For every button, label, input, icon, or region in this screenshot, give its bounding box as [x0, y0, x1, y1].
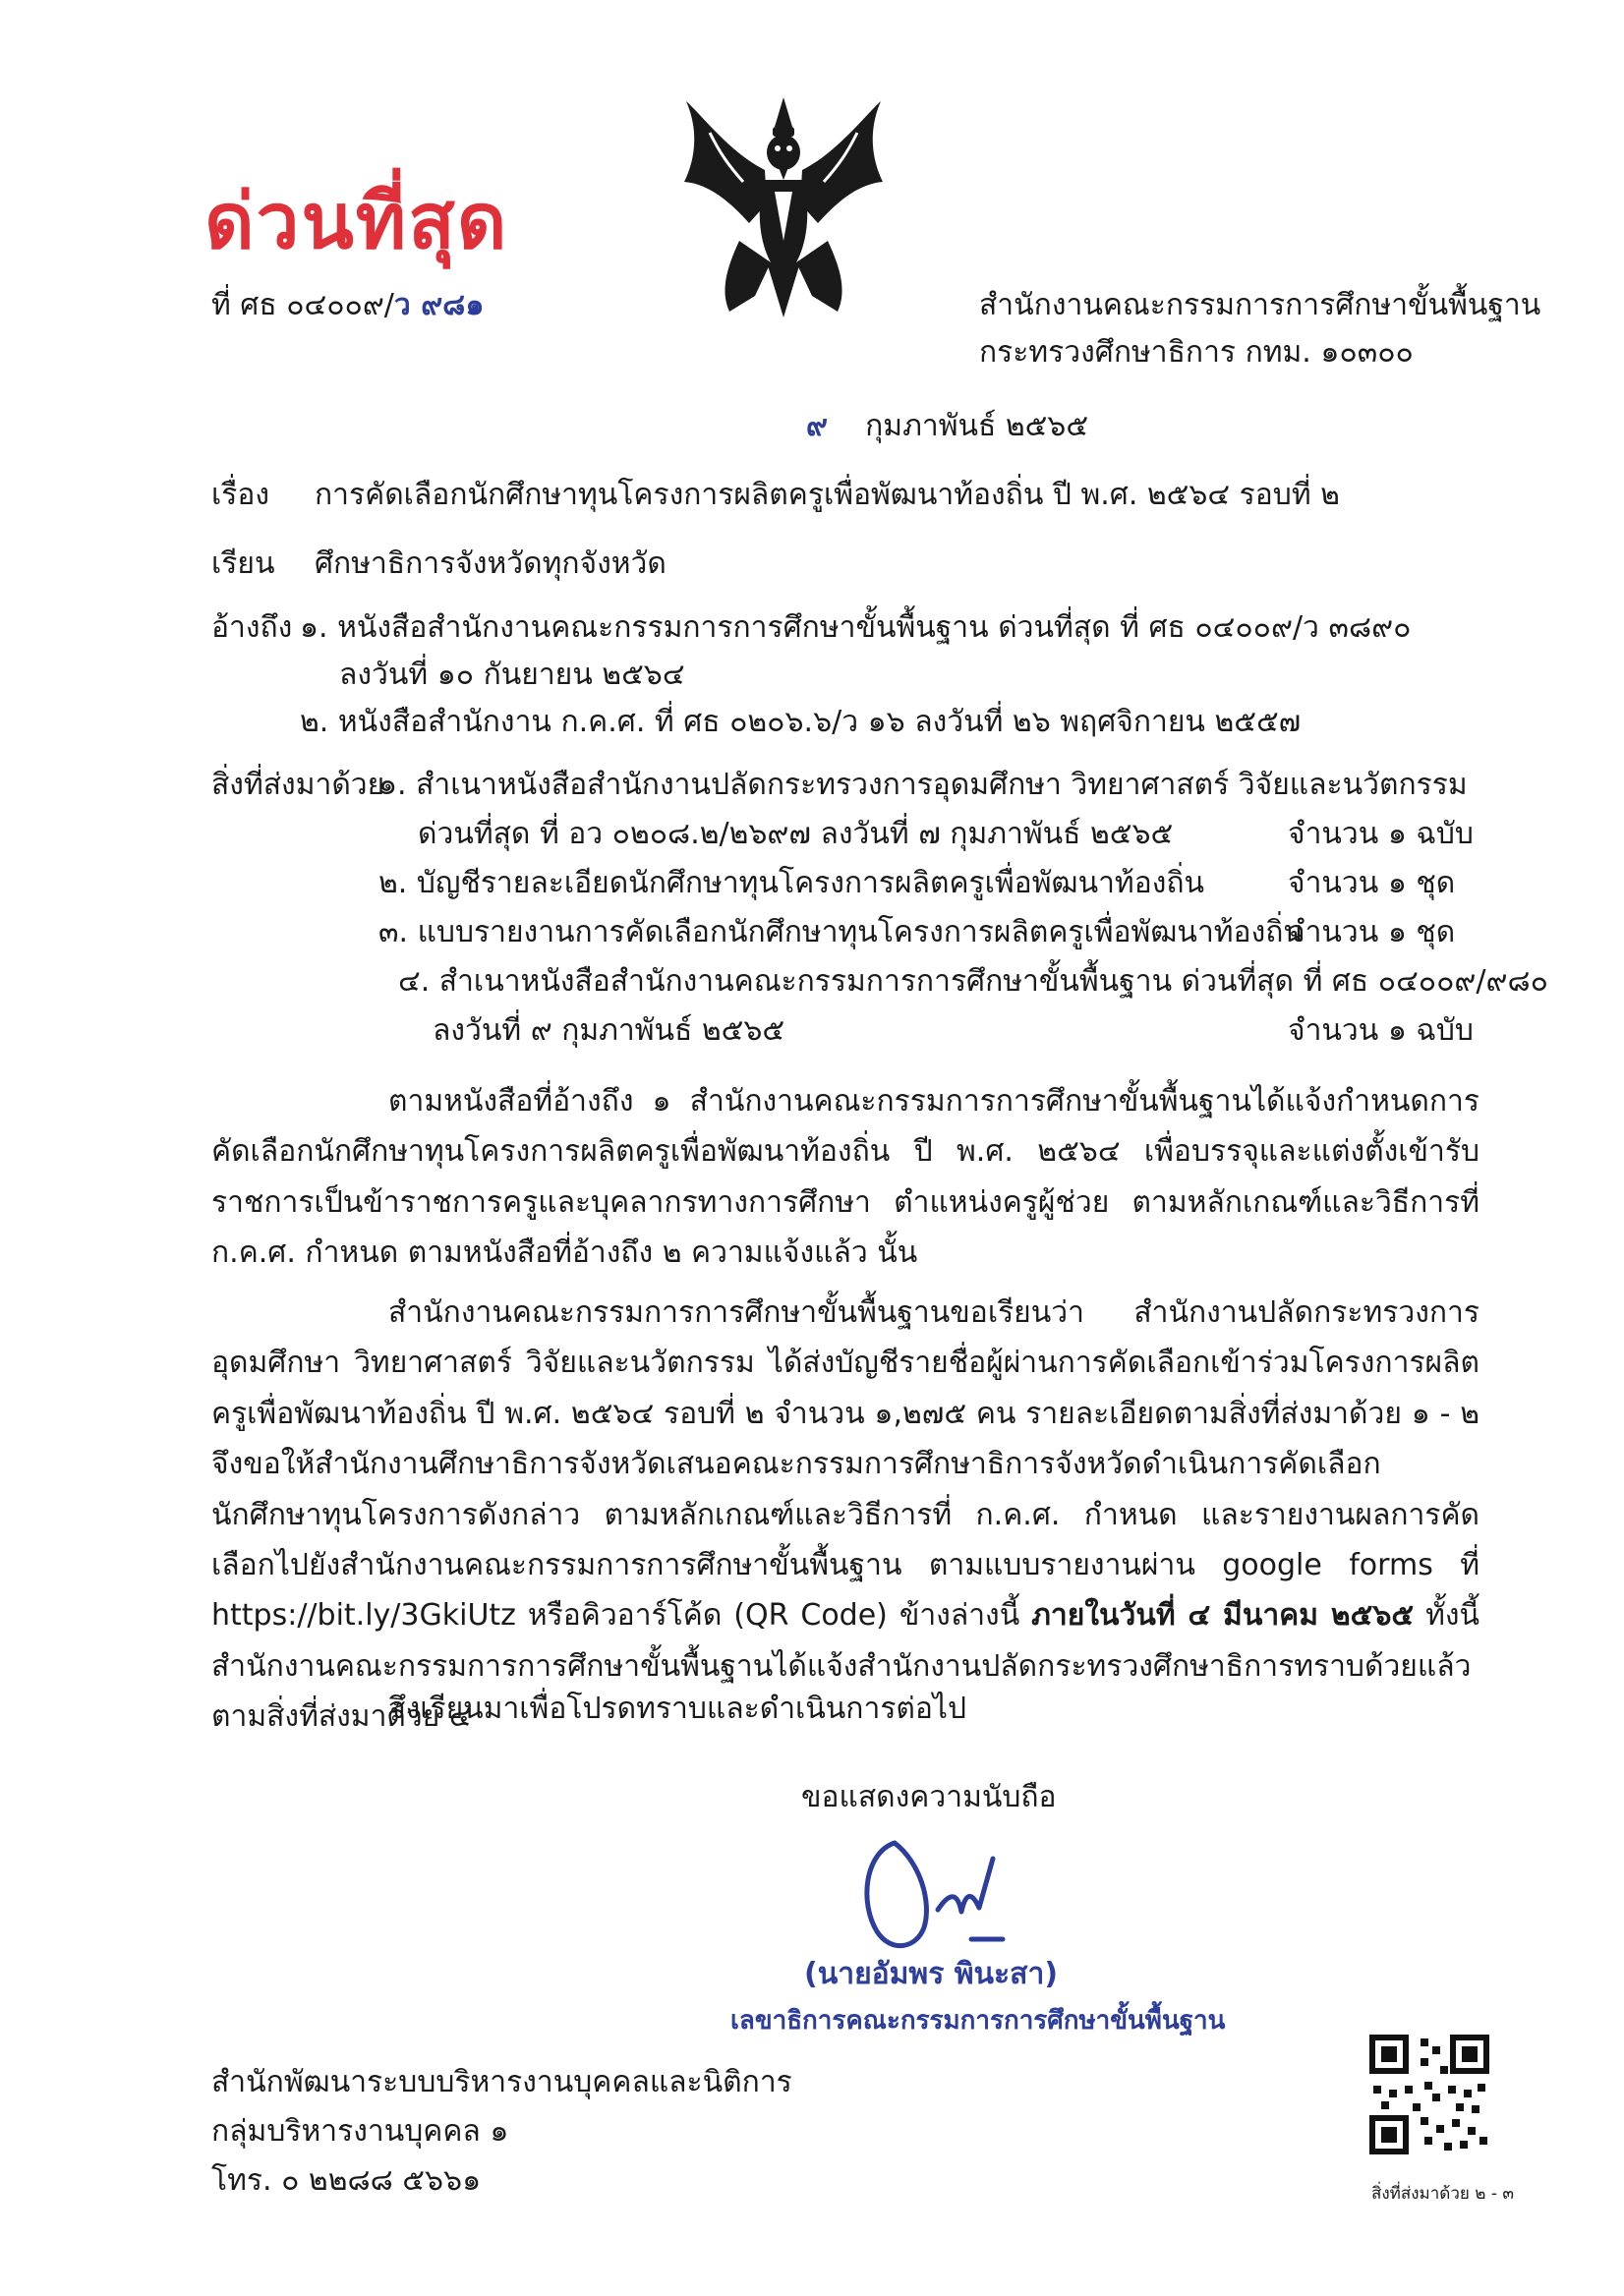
- qr-code[interactable]: [1369, 2035, 1489, 2154]
- document-number-suffix: ว ๙๘๑: [393, 288, 485, 322]
- date-day: ๙: [806, 409, 828, 443]
- recipient-text: ศึกษาธิการจังหวัดทุกจังหวัด: [315, 546, 667, 581]
- enclosure-item-4-qty: จำนวน ๑ ฉบับ: [1288, 1013, 1474, 1048]
- document-number-prefix: ที่ ศธ ๐๔๐๐๙/: [211, 288, 394, 322]
- closing-regards: ขอแสดงความนับถือ: [801, 1780, 1057, 1814]
- recipient-label: เรียน: [211, 546, 275, 581]
- enclosure-item-1-qty: จำนวน ๑ ฉบับ: [1288, 817, 1474, 851]
- agency-address: กระทรวงศึกษาธิการ กทม. ๑๐๓๐๐: [979, 335, 1414, 370]
- enclosure-item-2: ๒. บัญชีรายละเอียดนักศึกษาทุนโครงการผลิตครูเพื่อพัฒนาท้องถิ่น: [378, 866, 1205, 900]
- enclosures-label: สิ่งที่ส่งมาด้วย: [211, 768, 385, 802]
- body-paragraph-2-tail: ทั้งนี้ สำนักงานคณะกรรมการการศึกษาขั้นพื้นฐานได้แจ้งสำนักงานปลัดกระทรวงศึกษาธิการทราบด้วยแล้ว ตามสิ่งที่ส่งมาด้วย ๔: [211, 1598, 1479, 1735]
- footer-phone: โทร. ๐ ๒๒๘๘ ๕๖๖๑: [211, 2163, 482, 2198]
- body-paragraph-2: [211, 1288, 1479, 1743]
- urgency-stamp: ด่วนที่สุด: [204, 178, 509, 266]
- reference-item-1: ๑. หนังสือสำนักงานคณะกรรมการการศึกษาขั้นพื้นฐาน ด่วนที่สุด ที่ ศธ ๐๔๐๐๙/ว ๓๘๙๐: [300, 610, 1412, 645]
- reference-item-1-date: ลงวันที่ ๑๐ กันยายน ๒๕๖๔: [339, 658, 685, 692]
- enclosure-item-1-cont: ด่วนที่สุด ที่ อว ๐๒๐๘.๒/๒๖๙๗ ลงวันที่ ๗ กุมภาพันธ์ ๒๕๖๕: [418, 817, 1174, 851]
- reference-item-2: ๒. หนังสือสำนักงาน ก.ค.ศ. ที่ ศธ ๐๒๐๖.๖/ว ๑๖ ลงวันที่ ๒๖ พฤศจิกายน ๒๕๕๗: [300, 705, 1302, 739]
- body-paragraph-1-text: ตามหนังสือที่อ้างถึง ๑ สำนักงานคณะกรรมการการศึกษาขั้นพื้นฐานได้แจ้งกำหนดการคัดเลือกนักศึกษาทุนโครงการผลิตครูเพื่อพัฒนาท้องถิ่น ปี พ.ศ. ๒๕๖๔ เพื่อบรรจุและแต่งตั้งเข้ารับราชการเป็นข้าราชการครูและบุคลากรทางการศึกษา ตำแหน่งครูผู้ช่วย ตามหลักเกณฑ์และวิธีการที่ ก.ค.ศ. กำหนด ตามหนังสือที่อ้างถึง ๒ ความแจ้งแล้ว นั้น: [211, 1084, 1479, 1271]
- signature: [855, 1833, 1022, 1961]
- agency-name: สำนักงานคณะกรรมการการศึกษาขั้นพื้นฐาน: [979, 288, 1541, 322]
- references-label: อ้างถึง: [211, 610, 293, 645]
- document-number: [211, 287, 484, 324]
- footer-group: กลุ่มบริหารงานบุคคล ๑: [211, 2114, 509, 2149]
- subject-label: เรื่อง: [211, 478, 270, 512]
- garuda-emblem: [680, 93, 887, 321]
- document-date: [806, 408, 1088, 445]
- date-month-year: กุมภาพันธ์ ๒๕๖๕: [865, 409, 1089, 443]
- enclosure-item-3: ๓. แบบรายงานการคัดเลือกนักศึกษาทุนโครงการผลิตครูเพื่อพัฒนาท้องถิ่น: [378, 915, 1304, 949]
- enclosure-item-4-cont: ลงวันที่ ๙ กุมภาพันธ์ ๒๕๖๕: [433, 1013, 785, 1048]
- enclosure-item-1: ๑. สำเนาหนังสือสำนักงานปลัดกระทรวงการอุดมศึกษา วิทยาศาสตร์ วิจัยและนวัตกรรม: [378, 768, 1468, 802]
- footer-office: สำนักพัฒนาระบบบริหารงานบุคคลและนิติการ: [211, 2065, 792, 2099]
- signer-title: เลขาธิการคณะกรรมการการศึกษาขั้นพื้นฐาน: [730, 2006, 1226, 2036]
- subject-text: การคัดเลือกนักศึกษาทุนโครงการผลิตครูเพื่อพัฒนาท้องถิ่น ปี พ.ศ. ๒๕๖๔ รอบที่ ๒: [315, 478, 1340, 512]
- enclosure-item-2-qty: จำนวน ๑ ชุด: [1288, 866, 1456, 900]
- enclosure-item-4: ๔. สำเนาหนังสือสำนักงานคณะกรรมการการศึกษาขั้นพื้นฐาน ด่วนที่สุด ที่ ศธ ๐๔๐๐๙/๙๘๐: [398, 964, 1548, 999]
- body-paragraph-1: [211, 1076, 1479, 1279]
- deadline-text: ภายในวันที่ ๔ มีนาคม ๒๕๖๕: [1031, 1598, 1415, 1634]
- body-paragraph-3: จึงเรียนมาเพื่อโปรดทราบและดำเนินการต่อไป: [388, 1692, 967, 1726]
- body-paragraph-2-text: สำนักงานคณะกรรมการการศึกษาขั้นพื้นฐานขอเรียนว่า สำนักงานปลัดกระทรวงการอุดมศึกษา วิทยาศาสตร์ วิจัยและนวัตกรรม ได้ส่งบัญชีรายชื่อผู้ผ่านการคัดเลือกเข้าร่วมโครงการผลิตครูเพื่อพัฒนาท้องถิ่น ปี พ.ศ. ๒๕๖๔ รอบที่ ๒ จำนวน ๑,๒๗๕ คน รายละเอียดตามสิ่งที่ส่งมาด้วย ๑ - ๒ จึงขอให้สำนักงานศึกษาธิการจังหวัดเสนอคณะกรรมการศึกษาธิการจังหวัดดำเนินการคัดเลือกนักศึกษาทุนโครงการดังกล่าว ตามหลักเกณฑ์และวิธีการที่ ก.ค.ศ. กำหนด และรายงานผลการคัดเลือกไปยังสำนักงานคณะกรรมการการศึกษาขั้นพื้นฐาน ตามแบบรายงานผ่าน google forms ที่ https://bit.ly/3GkiUtz หรือคิวอาร์โค้ด (QR Code) ข้างล่างนี้: [211, 1295, 1479, 1634]
- enclosure-item-3-qty: จำนวน ๑ ชุด: [1288, 915, 1456, 949]
- qr-caption: สิ่งที่ส่งมาด้วย ๒ - ๓: [1371, 2184, 1515, 2204]
- signer-name: (นายอัมพร พินะสา): [804, 1957, 1059, 1991]
